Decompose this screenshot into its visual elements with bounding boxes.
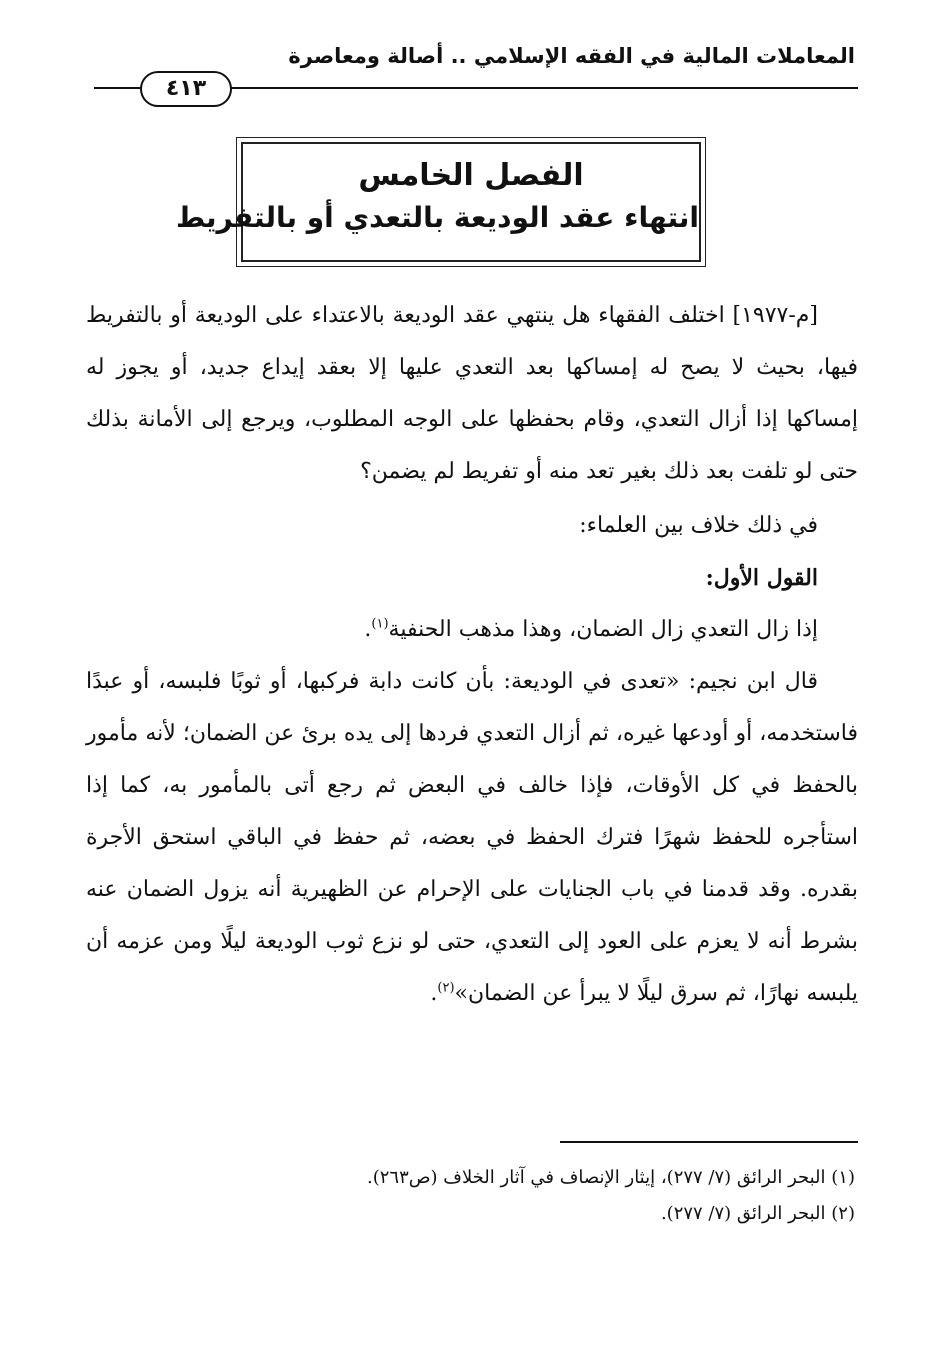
footnote-ref-2[interactable]: (٢)	[437, 980, 455, 996]
issue-paragraph: [م-١٩٧٧] اختلف الفقهاء هل ينتهي عقد الوديعة بالاعتداء على الوديعة أو بالتفريط فيها، بحيث لا يصح له إمساكها بعد التعدي عليها إلا بعقد إيداع جديد، أو يجوز له إمساكها إذا أزال التعدي، وقام بحفظها على الوجه المطلوب، ويرجع إلى الأمانة بذلك حتى لو تلفت بعد ذلك بغير تعد منه أو تفريط لم يضمن؟	[86, 303, 858, 484]
dispute-intro: في ذلك خلاف بين العلماء:	[579, 513, 818, 538]
footnotes	[95, 1160, 855, 1232]
chapter-number: الفصل الخامس	[358, 158, 584, 193]
first-opinion-end: .	[364, 617, 372, 642]
footnote-2: (٢) البحر الرائق (٧/ ٢٧٧).	[660, 1203, 855, 1224]
footnote-ref-1[interactable]: (١)	[371, 616, 389, 632]
chapter-title-frame	[175, 142, 701, 262]
quote-end: .	[430, 981, 438, 1006]
page-number-badge: ٤١٣	[140, 71, 232, 107]
first-opinion-paragraph	[86, 604, 858, 656]
chapter-title-box	[175, 137, 706, 267]
running-header-title: المعاملات المالية في الفقه الإسلامي .. أصالة ومعاصرة	[288, 44, 855, 68]
footnote-1: (١) البحر الرائق (٧/ ٢٧٧)، إيثار الإنصاف في آثار الخلاف (ص٢٦٣).	[367, 1167, 855, 1188]
body-text	[86, 290, 858, 1020]
first-opinion-text: إذا زال التعدي زال الضمان، وهذا مذهب الحنفية	[388, 617, 818, 642]
quote-paragraph	[86, 656, 858, 1020]
chapter-title: انتهاء عقد الوديعة بالتعدي أو بالتفريط	[175, 201, 699, 234]
first-opinion-heading: القول الأول:	[705, 565, 818, 591]
quote-text: قال ابن نجيم: «تعدى في الوديعة: بأن كانت دابة فركبها، أو ثوبًا فلبسه، أو عبدًا فاستخدمه، أو أودعها غيره، ثم أزال التعدي فردها إلى يده برئ عن الضمان؛ لأنه مأمور بالحفظ في كل الأوقات، فإذا خالف في البعض ثم رجع أتى بالمأمور به، كما إذا استأجره للحفظ شهرًا فترك الحفظ في بعضه، ثم حفظ في الباقي استحق الأجرة بقدره. وقد قدمنا في باب الجنايات على الإحرام عن الظهيرية أنه يزول الضمان عنه بشرط أنه لا يعزم على العود إلى التعدي، حتى لو نزع ثوب الوديعة ليلًا ومن عزمه أن يلبسه نهارًا، ثم سرق ليلًا لا يبرأ عن الضمان»	[86, 669, 859, 1006]
footnote-separator	[560, 1141, 858, 1143]
